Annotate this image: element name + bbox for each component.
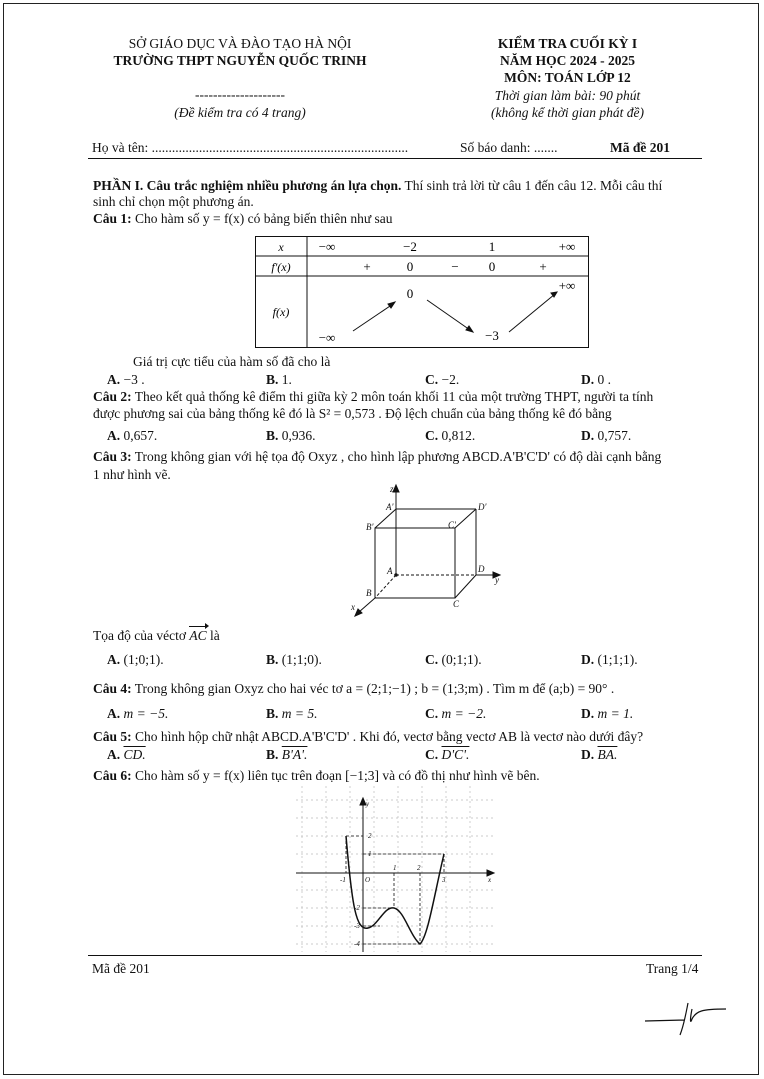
function-graph (296, 786, 496, 952)
q2-text-1: Theo kết quả thống kê điểm thi giữa kỳ 2 môn toán khối 11 của một trường THPT, người ta tính (134, 389, 654, 404)
exam-title: KIỂM TRA CUỐI KỲ I (497, 36, 638, 51)
cube-label-d1: D' (478, 502, 487, 512)
q5-option-d[interactable]: D. BA. (581, 747, 618, 762)
vt-sign-4: + (539, 259, 547, 274)
school-name: TRƯỜNG THPT NGUYỄN QUỐC TRINH (113, 53, 367, 68)
vector-ac: AC (189, 628, 207, 643)
q3-option-c[interactable]: C. (0;1;1). (425, 652, 482, 667)
q4-option-a[interactable]: A. m = −5. (107, 706, 169, 721)
graph-label-2: 2 (417, 864, 421, 872)
vt-f-3: +∞ (558, 278, 576, 293)
signature-mark (640, 995, 730, 1040)
part1-desc-2: sinh chỉ chọn một phương án. (93, 194, 254, 209)
graph-label-ym2: -2 (354, 904, 360, 912)
q2-option-c[interactable]: C. 0,812. (425, 428, 476, 443)
q1-text: Cho hàm số y = f(x) có bảng biến thiên như sau (135, 211, 393, 226)
q3-stem (93, 448, 661, 465)
q6-text: Cho hàm số y = f(x) liên tục trên đoạn [−1;3] và có đồ thị như hình vẽ bên. (135, 768, 540, 783)
vt-f-1: 0 (406, 286, 414, 301)
q2-text-2: được phương sai của bảng thống kê đó là S² = 0,573 . Độ lệch chuẩn của bảng thống kê đó bằng (93, 406, 612, 421)
footer-page-number: Trang 1/4 (646, 961, 699, 976)
vt-x-0: −∞ (318, 239, 336, 254)
graph-label-y1: 1 (368, 850, 372, 858)
graph-label-ym3: -3 (354, 922, 360, 930)
footer-exam-code: Mã đề 201 (92, 961, 150, 976)
q1-option-b[interactable]: B. 1. (266, 372, 292, 387)
q3-option-a[interactable]: A. (1;0;1). (107, 652, 164, 667)
vt-x-label: x (278, 240, 284, 254)
q2-number: Câu 2: (93, 389, 132, 404)
q6-number: Câu 6: (93, 768, 132, 783)
graph-label-y2: 2 (368, 832, 372, 840)
q1-question: Giá trị cực tiểu của hàm số đã cho là (133, 354, 331, 369)
q4-option-c[interactable]: C. m = −2. (425, 706, 487, 721)
graph-label-1: 1 (393, 864, 397, 872)
vt-sign-1: 0 (406, 259, 414, 274)
cube-figure (345, 482, 515, 622)
q2-option-d[interactable]: D. 0,757. (581, 428, 632, 443)
part1-desc: Thí sinh trả lời từ câu 1 đến câu 12. Mỗi câu thí (404, 178, 663, 193)
cube-label-a1: A' (386, 502, 394, 512)
cube-label-x: x (351, 602, 355, 612)
graph-label-3: 3 (442, 876, 446, 884)
vt-f-label: f(x) (272, 305, 290, 319)
q5-text: Cho hình hộp chữ nhật ABCD.A'B'C'D' . Khi đó, vectơ bằng vectơ AB là vectơ nào dưới đây? (135, 729, 644, 744)
q5-stem (93, 728, 643, 745)
q2-option-a[interactable]: A. 0,657. (107, 428, 158, 443)
q1-stem (93, 210, 393, 227)
cube-label-d: D (478, 564, 485, 574)
exam-code: Mã đề 201 (610, 140, 670, 155)
vt-x-2: 1 (488, 239, 496, 254)
q3-option-d[interactable]: D. (1;1;1). (581, 652, 638, 667)
duration-note: (không kể thời gian phát đề) (490, 105, 645, 120)
q4-text: Trong không gian Oxyz cho hai véc tơ a = (2;1;−1) ; b = (1;3;m) . Tìm m để (a;b) = 90° . (134, 681, 615, 696)
cube-label-c: C (453, 599, 460, 609)
cube-label-a: A (387, 566, 393, 576)
q1-option-d[interactable]: D. 0 . (581, 372, 611, 387)
q4-number: Câu 4: (93, 681, 132, 696)
x-axis (359, 598, 375, 612)
graph-label-y: y (366, 800, 370, 808)
q2-option-b[interactable]: B. 0,936. (266, 428, 316, 443)
q5-option-b[interactable]: B. B'A'. (266, 747, 308, 762)
q2-stem (93, 388, 653, 405)
q4-option-b[interactable]: B. m = 5. (266, 706, 318, 721)
vt-f-2: −3 (485, 328, 499, 343)
q4-stem (93, 680, 614, 697)
q6-stem (93, 767, 540, 784)
pages-note: (Đề kiểm tra có 4 trang) (174, 105, 306, 120)
cube-label-y: y (495, 575, 499, 585)
cube-label-b1: B' (366, 522, 374, 532)
function-curve (346, 836, 444, 944)
vt-x-3: +∞ (558, 239, 576, 254)
header-rule (88, 158, 702, 159)
graph-label-x: x (488, 876, 492, 884)
q3-question: Tọa độ của véctơ AC là (93, 628, 220, 643)
q5-option-c[interactable]: C. D'C'. (425, 747, 470, 762)
student-id-field: Số báo danh: ....... (460, 140, 558, 155)
q4-option-d[interactable]: D. m = 1. (581, 706, 634, 721)
duration: Thời gian làm bài: 90 phút (494, 88, 641, 103)
footer-rule (88, 955, 702, 956)
vt-sign-0: + (363, 259, 371, 274)
vt-fp-label: f'(x) (271, 260, 291, 274)
graph-label-neg1: -1 (340, 876, 346, 884)
cube-label-c1: C' (448, 520, 456, 530)
vt-f-0: −∞ (318, 330, 336, 345)
subject: MÔN: TOÁN LỚP 12 (504, 70, 631, 85)
graph-label-origin: O (365, 876, 371, 884)
header-dashes: -------------------- (195, 87, 285, 102)
q1-option-a[interactable]: A. −3 . (107, 372, 145, 387)
q3-text-2: 1 như hình vẽ. (93, 467, 171, 482)
q1-number: Câu 1: (93, 211, 132, 226)
q1-option-c[interactable]: C. −2. (425, 372, 460, 387)
vt-sign-2: − (451, 259, 459, 274)
cube-label-b: B (366, 588, 372, 598)
q5-option-a[interactable]: A. CD. (107, 747, 146, 762)
cube-front-face (375, 528, 455, 598)
vt-x-1: −2 (403, 239, 417, 254)
graph-label-ym4: -4 (354, 940, 360, 948)
q5-number: Câu 5: (93, 729, 132, 744)
department-name: SỞ GIÁO DỤC VÀ ĐÀO TẠO HÀ NỘI (128, 36, 352, 51)
q3-text-1: Trong không gian với hệ tọa độ Oxyz , cho hình lập phương ABCD.A'B'C'D' có độ dài cạnh bằng (134, 449, 662, 464)
part1-intro (93, 177, 662, 194)
q3-number: Câu 3: (93, 449, 132, 464)
vt-sign-3: 0 (488, 259, 496, 274)
student-name-field: Họ và tên: ............................................................................ (92, 140, 409, 155)
vt-arrows (353, 292, 557, 332)
cube-label-z: z (390, 484, 394, 494)
q3-option-b[interactable]: B. (1;1;0). (266, 652, 322, 667)
variation-table (255, 236, 589, 348)
part1-title: PHẦN I. Câu trắc nghiệm nhiều phương án lựa chọn. (93, 178, 402, 193)
school-year: NĂM HỌC 2024 - 2025 (500, 53, 635, 68)
